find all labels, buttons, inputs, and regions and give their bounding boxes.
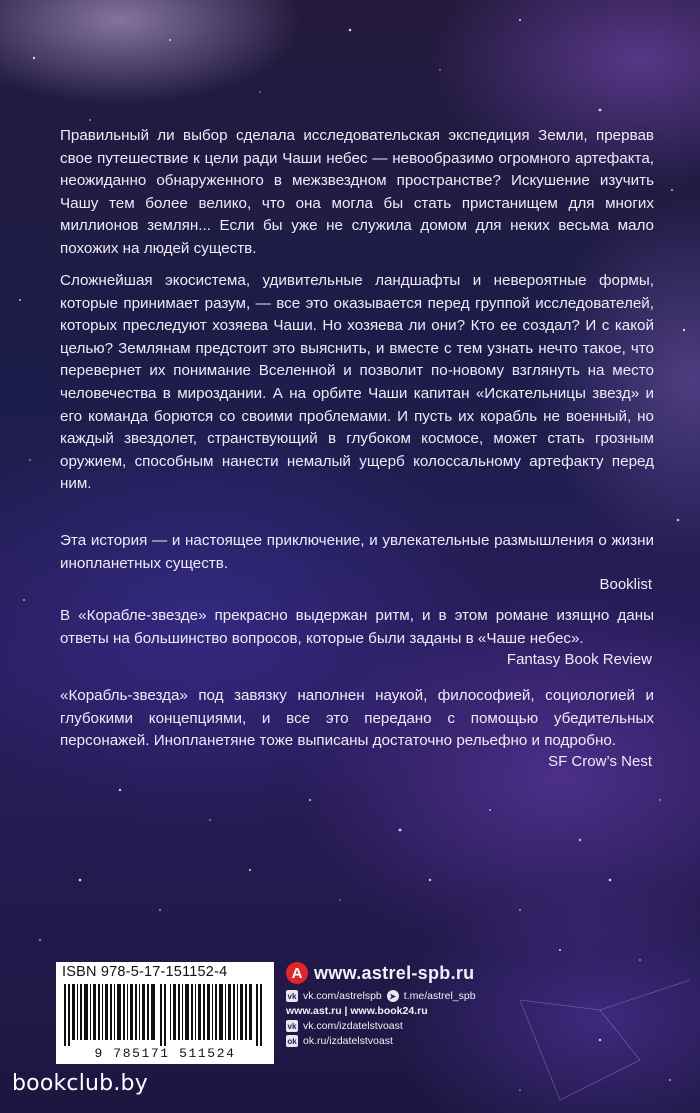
publisher-sites[interactable]: www.ast.ru | www.book24.ru bbox=[286, 1005, 428, 1017]
review-source: Booklist bbox=[599, 576, 652, 593]
vk-izdatelstvo-link[interactable]: vk.com/izdatelstvoast bbox=[303, 1020, 403, 1032]
review-quote: «Корабль-звезда» под завязку наполнен наукой, философией, социологией и глубокими концепциями, и все это передано с помощью убедительных персонажей. Инопланетяне тоже выписаны достаточно рельефно и подробно. bbox=[60, 687, 654, 750]
telegram-icon: ➤ bbox=[387, 990, 399, 1002]
watermark: bookclub.by bbox=[12, 1071, 148, 1096]
blurb-paragraph-2: Сложнейшая экосистема, удивительные ландшафты и невероятные формы, которые принимает разум, — все это оказывается перед группой исследователей, которых преследуют хозяева Чаши. Но хозяева ли они? Кто ее создал? И с какой целью? Землянам предстоит это выяснить, и вместе с тем узнать нечто такое, что перевернет их понимание Вселенной и позволит по-новому взглянуть на место человечества в мироздании. А на орбите Чаши капитан «Искательницы звезд» и его команда борются со своими проблемами. И пусть их корабль не военный, но каждый звездолет, странствующий в глубоком космосе, может стать грозным оружием, способным нанести немалый ущерб колоссальному артефакту перед ним. bbox=[60, 272, 654, 493]
vk-icon: vk bbox=[287, 991, 297, 1001]
isbn-barcode-panel bbox=[56, 962, 274, 1064]
vk-astrel-link[interactable]: vk.com/astrelspb bbox=[303, 990, 382, 1002]
review-source: SF Crow’s Nest bbox=[548, 753, 652, 770]
publisher-info bbox=[286, 962, 476, 1047]
ok-icon: ok bbox=[287, 1036, 297, 1046]
isbn-label: ISBN 978-5-17-151152-4 bbox=[62, 964, 228, 980]
blurb-paragraph-1: Правильный ли выбор сделала исследовательская экспедиция Земли, прервав свое путешествие к цели ради Чаши небес — невообразимо огромного артефакта, неожиданно обнаруженного в межзвездном пространстве? Искушение изучить Чашу тем более велико, что она могла бы стать пристанищем для многих миллионов землян... Если бы уже не служила домом для неких весьма мало похожих на людей существ. bbox=[60, 127, 654, 257]
vk-icon: vk bbox=[287, 1021, 297, 1031]
publisher-url[interactable]: www.astrel-spb.ru bbox=[314, 962, 475, 983]
ok-izdatelstvo-link[interactable]: ok.ru/izdatelstvoast bbox=[303, 1035, 393, 1047]
review-quote: В «Корабле-звезде» прекрасно выдержан ритм, и в этом романе изящно даны ответы на большинство вопросов, которые были заданы в «Чаше небес». bbox=[60, 607, 654, 647]
publisher-logo-icon: A bbox=[286, 962, 308, 984]
barcode-digits: 9 785171 511524 bbox=[94, 1046, 236, 1061]
review-source: Fantasy Book Review bbox=[506, 651, 652, 668]
telegram-astrel-link[interactable]: t.me/astrel_spb bbox=[403, 990, 476, 1002]
barcode bbox=[64, 984, 266, 1046]
review-quote: Эта история — и настоящее приключение, и увлекательные размышления о жизни инопланетных существ. bbox=[60, 532, 654, 572]
